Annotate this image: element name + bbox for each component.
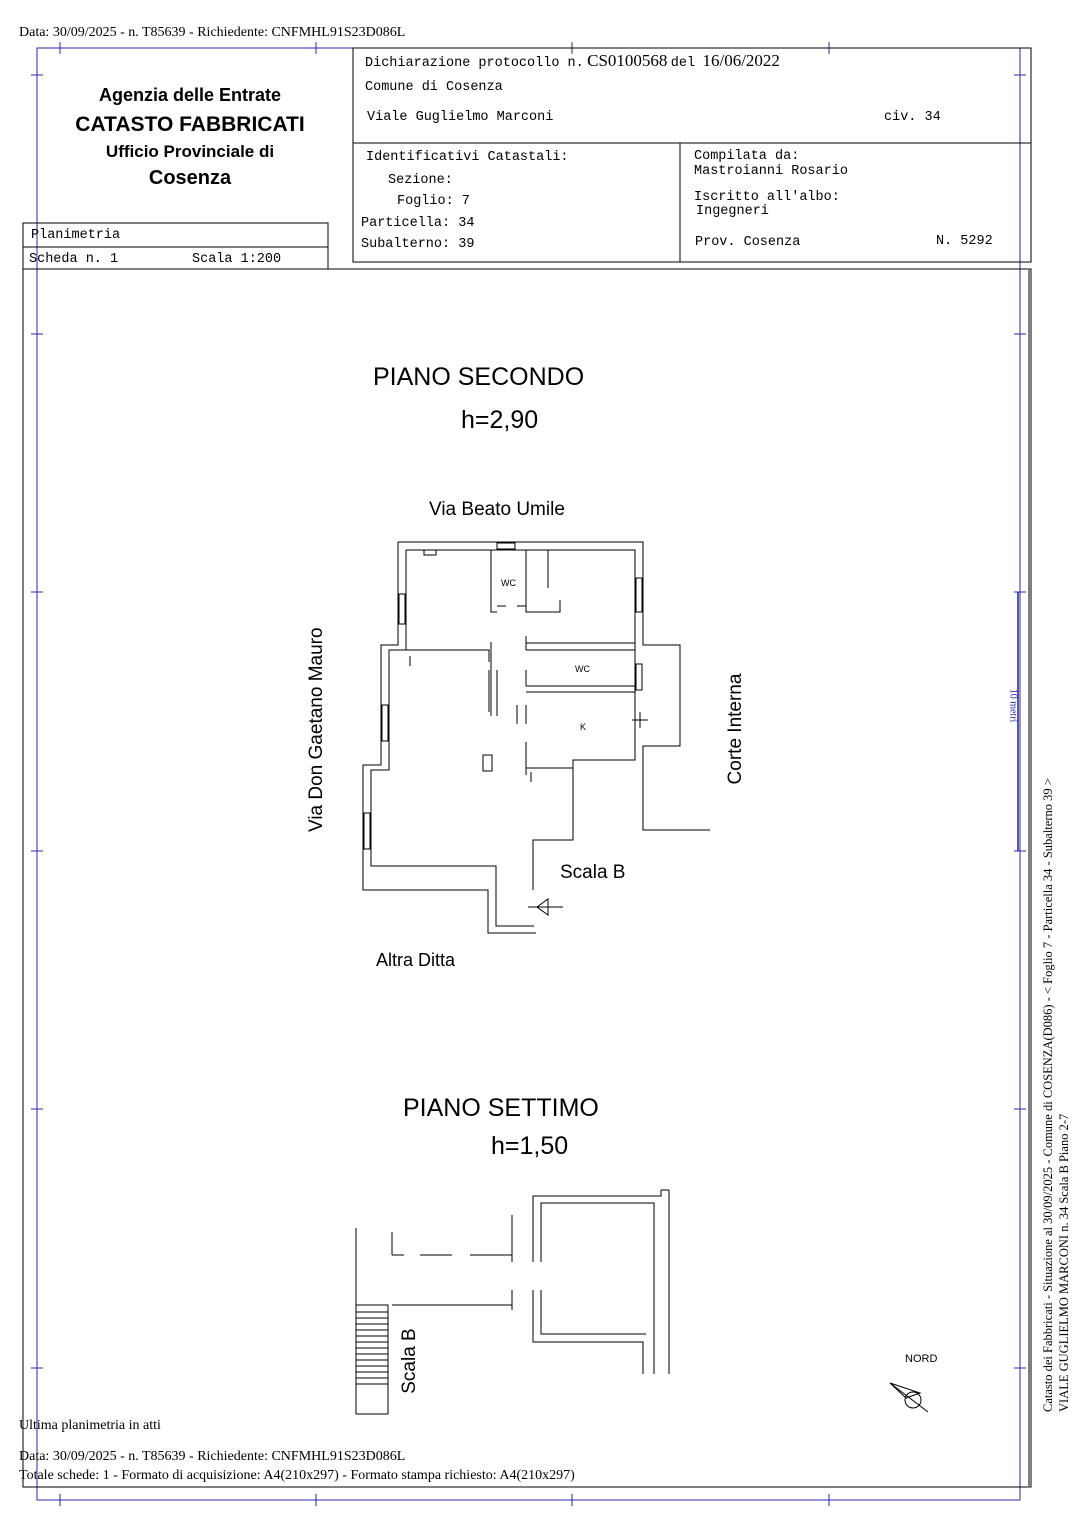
room-wc-1: WC — [501, 578, 516, 588]
room-k: K — [580, 722, 587, 732]
floor-title-settimo: PIANO SETTIMO — [403, 1094, 599, 1122]
floor-title-secondo: PIANO SECONDO — [373, 363, 585, 391]
subalterno-label: Subalterno: 39 — [361, 237, 475, 252]
scala-label: Scala 1:200 — [192, 252, 282, 267]
floor-height-settimo: h=1,50 — [491, 1132, 569, 1160]
corte-label: Corte Interna — [725, 673, 746, 785]
iscritto-label: Iscritto all'albo: — [694, 190, 840, 205]
side-text-line1: Catasto dei Fabbricati - Situazione al 30/09/2025 - Comune di COSENZA(D086) - < Foglio 7 - Particella 34 - Subalterno 39 > — [1041, 778, 1055, 1412]
ufficio-city: Cosenza — [148, 167, 232, 189]
agency-name: Agenzia delle Entrate — [98, 85, 282, 105]
sezione-label: Sezione: — [388, 173, 453, 188]
north-label: NORD — [905, 1353, 938, 1365]
address-label: Viale Guglielmo Marconi — [367, 110, 554, 125]
room-wc-2: WC — [575, 664, 590, 674]
foglio-label: Foglio: 7 — [397, 194, 470, 209]
particella-label: Particella: 34 — [361, 216, 475, 231]
footer-meta: Data: 30/09/2025 - n. T85639 - Richiedente: CNFMHL91S23D086L — [19, 1449, 406, 1464]
top-meta: Data: 30/09/2025 - n. T85639 - Richiedente: CNFMHL91S23D086L — [19, 25, 406, 40]
compilata-label: Compilata da: — [694, 149, 800, 164]
street-top-label: Via Beato Umile — [429, 499, 565, 520]
footer-ultima: Ultima planimetria in atti — [19, 1418, 161, 1433]
protocol-date: 16/06/2022 — [702, 51, 780, 70]
protocol-number: CS0100568 — [587, 51, 668, 70]
prov-label: Prov. Cosenza — [695, 235, 801, 250]
civic-number: civ. 34 — [884, 110, 941, 125]
dichiarazione-label: Dichiarazione protocollo n. — [365, 56, 584, 71]
scale-bar-label: 10 metri — [1007, 688, 1019, 723]
identificativi-label: Identificativi Catastali: — [366, 150, 569, 165]
scala-b-label-2: Scala B — [399, 1328, 420, 1394]
floor-height-secondo: h=2,90 — [461, 406, 539, 434]
compiler-name: Mastroianni Rosario — [694, 164, 848, 179]
scheda-label: Scheda n. 1 — [29, 252, 119, 267]
street-left-label: Via Don Gaetano Mauro — [306, 627, 327, 832]
dichiarazione-line — [365, 51, 780, 71]
footer-totale: Totale schede: 1 - Formato di acquisizione: A4(210x297) - Formato stampa richiesto: A4(210x297) — [19, 1468, 575, 1483]
comune-label: Comune di Cosenza — [365, 80, 503, 95]
albo-name: Ingegneri — [696, 204, 769, 219]
catasto-title: CATASTO FABBRICATI — [75, 113, 305, 136]
scala-b-label: Scala B — [560, 862, 626, 883]
del-label: del — [670, 56, 696, 71]
altra-ditta-label: Altra Ditta — [376, 950, 456, 970]
side-text-line2: VIALE GUGLIELMO MARCONI n. 34 Scala B Piano 2-7 — [1057, 1113, 1071, 1412]
planimetria-label: Planimetria — [31, 228, 121, 243]
albo-number: N. 5292 — [936, 234, 993, 249]
ufficio-label: Ufficio Provinciale di — [105, 142, 275, 161]
north-arrow-icon — [890, 1383, 928, 1412]
floor-plan-secondo — [363, 542, 710, 933]
